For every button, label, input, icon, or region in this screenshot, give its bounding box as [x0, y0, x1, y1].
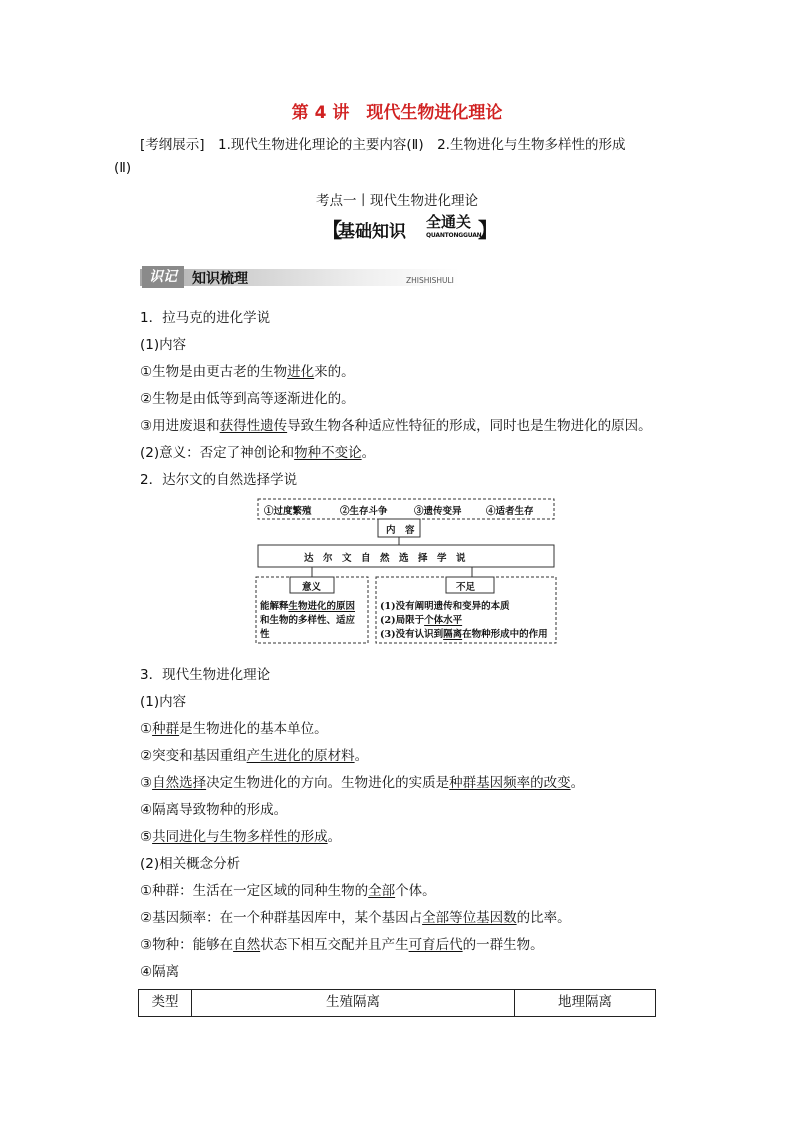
section-1-title: 1．拉马克的进化学说 [140, 310, 271, 326]
concept-4: ④隔离 [140, 964, 180, 980]
point-heading: 考点一丨现代生物进化理论 [316, 193, 478, 209]
darwin-diagram [254, 497, 558, 647]
diagram-meaning-line-1: 能解释生物进化的原因 [260, 601, 356, 612]
syllabus-line-2: (Ⅱ) [114, 160, 132, 176]
section-3-item-3: ③自然选择决定生物进化的方向。生物进化的实质是种群基因频率的改变。 [140, 775, 585, 791]
isolation-table [138, 989, 656, 1017]
badge-left-bracket: 【 [322, 218, 342, 242]
concept-2: ②基因频率：在一个种群基因库中，某个基因占全部等位基因数的比率。 [140, 910, 571, 926]
diagram-meaning-line-3: 性 [260, 629, 270, 640]
section-1-item-3: ③用进废退和获得性遗传导致生物各种适应性特征的形成，同时也是生物进化的原因。 [140, 418, 652, 434]
banner-en: ZHISHISHULI [406, 276, 454, 285]
concept-3: ③物种：能够在自然状态下相互交配并且产生可育后代的一群生物。 [140, 937, 544, 953]
diagram-meaning-line-2: 和生物的多样性、适应 [260, 615, 356, 626]
badge-right-bracket: 】 [478, 218, 498, 242]
section-3-sub-1: (1)内容 [140, 694, 187, 710]
section-3-sub-2: (2)相关概念分析 [140, 856, 241, 872]
badge-sub-text: 全通关 [426, 213, 472, 231]
section-3-item-2: ②突变和基因重组产生进化的原材料。 [140, 748, 369, 764]
badge-sub-en: QUANTONGGUAN [426, 232, 482, 239]
syllabus-line-1: [考纲展示] 1.现代生物进化理论的主要内容(Ⅱ) 2.生物进化与生物多样性的形成 [140, 137, 626, 153]
section-1-sub-1: (1)内容 [140, 337, 187, 353]
diagram-top-item: ②生存斗争 [340, 506, 388, 517]
diagram-meaning-label: 意义 [302, 582, 322, 593]
section-banner [140, 266, 460, 290]
table-row [139, 990, 656, 1017]
banner-tag: 识记 [142, 266, 184, 288]
section-1-item-2: ②生物是由低等到高等逐渐进化的。 [140, 391, 355, 407]
diagram-top-item: ①过度繁殖 [264, 506, 312, 517]
diagram-content-label: 内 容 [386, 525, 415, 536]
section-3-title: 3．现代生物进化理论 [140, 667, 271, 683]
section-1-item-1: ①生物是由更古老的生物进化来的。 [140, 364, 355, 380]
table-header-cell: 生殖隔离 [192, 990, 515, 1017]
section-3-item-5: ⑤共同进化与生物多样性的形成。 [140, 829, 342, 845]
diagram-shortage-1: (1)没有阐明遗传和变异的本质 [380, 601, 510, 612]
diagram-center-label: 达 尔 文 自 然 选 择 学 说 [304, 553, 466, 564]
diagram-shortage-label: 不足 [456, 582, 476, 593]
section-3-item-4: ④隔离导致物种的形成。 [140, 802, 288, 818]
section-1-sub-2: (2)意义：否定了神创论和物种不变论。 [140, 445, 376, 461]
diagram-shortage-3: (3)没有认识到隔离在物种形成中的作用 [380, 629, 548, 640]
badge-main-text: 基础知识 [338, 222, 406, 242]
diagram-shortage-2: (2)局限于个体水平 [380, 615, 463, 626]
concept-1: ①种群：生活在一定区域的同种生物的全部个体。 [140, 883, 436, 899]
table-header-cell: 类型 [139, 990, 192, 1017]
diagram-top-item: ③遗传变异 [414, 506, 462, 517]
section-2-title: 2．达尔文的自然选择学说 [140, 472, 298, 488]
diagram-top-item: ④适者生存 [486, 506, 534, 517]
banner-label: 知识梳理 [192, 271, 248, 287]
table-header-cell: 地理隔离 [515, 990, 656, 1017]
lesson-title: 第 4 讲 现代生物进化理论 [291, 103, 503, 123]
basic-knowledge-badge [322, 213, 498, 242]
section-3-item-1: ①种群是生物进化的基本单位。 [140, 721, 328, 737]
